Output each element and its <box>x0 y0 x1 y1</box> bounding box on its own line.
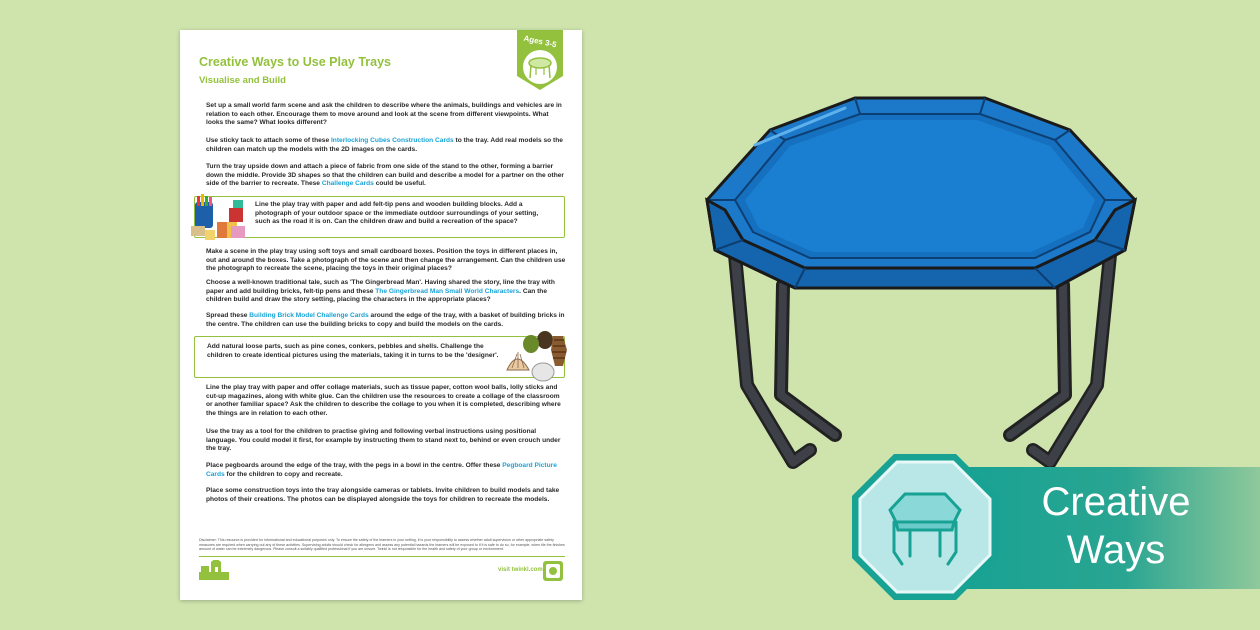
twinkl-blocks-logo <box>199 560 229 580</box>
activity-pegboards: Place pegboards around the edge of the tray, with the pegs in a bowl in the centre. Offer these Pegboard Picture Cards for the children to copy and recreate. <box>206 462 557 478</box>
creative-ways-line1: Creative <box>1041 480 1191 524</box>
activity-farm-scene: Set up a small world farm scene and ask the children to describe where the animals, buildings and vehicles are in relation to each other. Encourage them to move around and look at the scene from different viewpoints. What looks the same? What looks different? <box>206 102 562 127</box>
age-badge <box>517 30 563 90</box>
activity-felt-tip-pens: Line the play tray with paper and add felt-tip pens and wooden building blocks. Add a photograph of your outdoor space or the immediate outdoor surroundings of your setting, such as the road it is on. Can the children draw and build a recreation of the space? <box>255 201 539 226</box>
quality-badge-icon <box>542 560 564 582</box>
link-pegboard-cards[interactable]: Pegboard Picture Cards <box>206 462 557 478</box>
building-blocks-icon <box>191 192 249 242</box>
activity-soft-toys-scene: Make a scene in the play tray using soft toys and small cardboard boxes. Position the toys in different places in, out and around the boxes. Take a photograph of the scene and then change the arrangement. Can the children use the photograph to recreate the scene, placing the toys in their original places? <box>206 248 566 273</box>
link-interlocking-cubes[interactable]: Interlocking Cubes Construction Cards <box>330 137 454 144</box>
activity-verbal-instructions: Use the tray as a tool for the children to practise giving and following verbal instructions using positional language. You could model it first, for example by instructing them to stand next to, behind or even crouch under the tray. <box>206 428 561 453</box>
footer-divider <box>199 556 565 557</box>
creative-ways-label <box>1016 478 1216 574</box>
link-challenge-cards[interactable]: Challenge Cards <box>321 180 374 188</box>
tray-octagon-badge <box>850 452 1000 602</box>
disclaimer-text: Disclaimer: This resource is provided for informational and educational purposes only. To ensure the safety of the learners in your setting, it is your responsibility to assess whether adult supervision or other appropriate safety measures are required when carrying out any of these activities. Supervising adults should check for allergens and assess any potential hazards the learners will be exposed to if it is safe to do so, for example, when tile the finishes amount of water can be extremely dangerous. Please consult a suitably qualified professional if you are unsure. Twinkl is not responsible for the health and safety of your group or environment. <box>199 538 565 552</box>
activity-collage: Line the play tray with paper and offer collage materials, such as tissue paper, cotton wool balls, lolly sticks and cut-up magazines, along with white glue. Can the children use the resources to create a collage of the classroom or another familiar space? Ask the children to describe the collage to you when it is completed, describing where the things are in relation to each other. <box>206 384 561 417</box>
age-badge-text: Ages 3-5 <box>522 33 558 50</box>
document-title: Creative Ways to Use Play Trays <box>199 55 391 69</box>
activity-natural-loose-parts: Add natural loose parts, such as pine cones, conkers, pebbles and shells. Challenge the children to create identical pictures using the materials, taking it in turns to be the 'designer'. <box>207 343 499 359</box>
play-tray-illustration <box>695 90 1145 500</box>
link-gingerbread-characters[interactable]: The Gingerbread Man Small World Characters <box>375 287 520 295</box>
document-subtitle: Visualise and Build <box>199 75 286 86</box>
highlight-box-building-blocks <box>194 196 565 238</box>
activity-document <box>180 30 582 600</box>
activity-cameras: Place some construction toys into the tray alongside cameras or tablets. Invite children to build models and take photos of their creations. The photos can be displayed alongside the toys for children to recreate the models. <box>206 487 560 503</box>
activity-barrier-game: Turn the tray upside down and attach a piece of fabric from one side of the stand to the other, forming a barrier down the middle. Provide 3D shapes so that the children can build and describe a model for a partner on the other side of the barrier to recreate. These Challenge Cards could be useful. <box>206 163 564 188</box>
footer-website[interactable]: visit twinkl.com <box>498 567 543 573</box>
activity-brick-challenge: Spread these Building Brick Model Challenge Cards around the edge of the tray, with a basket of building bricks in the centre. The children can use the building bricks to copy and build the models on the cards. <box>206 312 565 328</box>
link-brick-model-cards[interactable]: Building Brick Model Challenge Cards <box>249 312 369 319</box>
activity-interlocking-cubes: Use sticky tack to attach some of these Interlocking Cubes Construction Cards to the tray. Add real models so the children can match up the models with the 2D images on the cards. <box>206 137 563 153</box>
highlight-box-natural-loose-parts <box>194 336 565 378</box>
activity-traditional-tale: Choose a well-known traditional tale, such as 'The Gingerbread Man'. Having shared the story, line the tray with paper and add building bricks, felt-tip pens and these The Gingerbread Man Small World Characters. Can the children build and draw the story setting, placing the characters in the appropriate places? <box>206 279 555 304</box>
pine-cone-and-shells-icon <box>501 330 571 384</box>
creative-ways-line2: Ways <box>1066 528 1166 572</box>
